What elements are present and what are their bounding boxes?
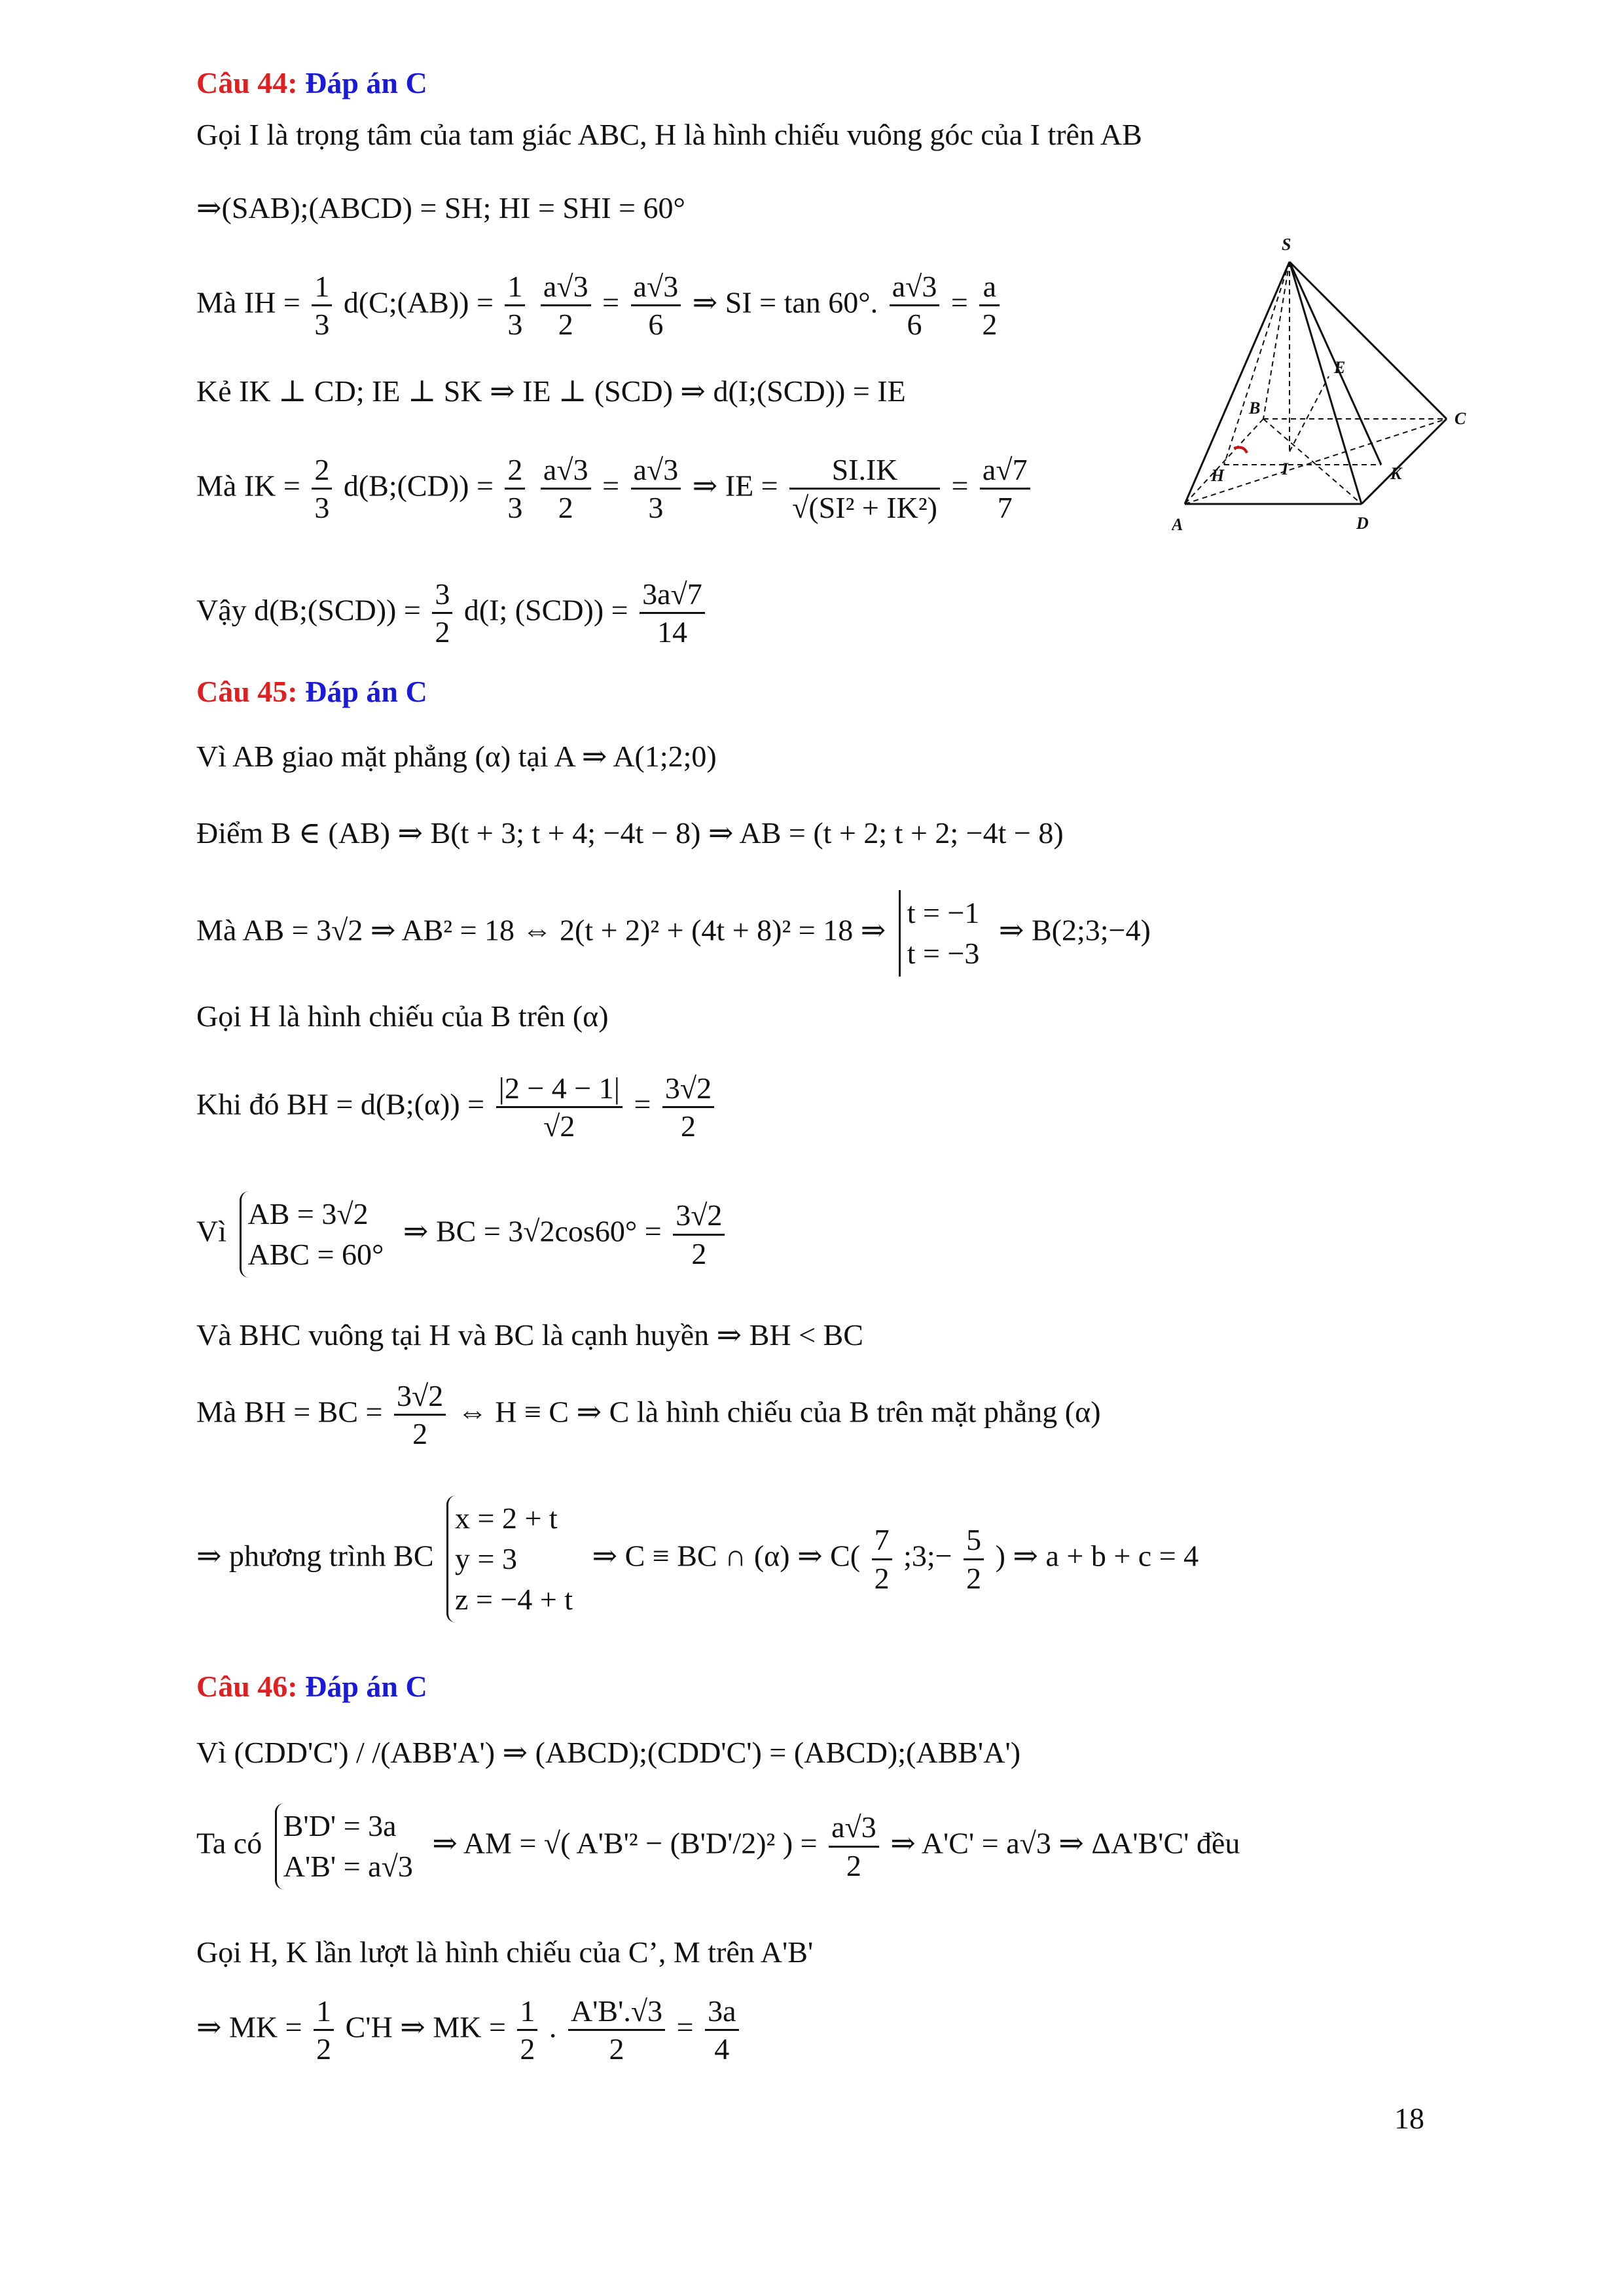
- q45-line-1: Vì AB giao mặt phẳng (α) tại A ⇒ A(1;2;0): [196, 740, 717, 773]
- q44-line-2: ⇒(SAB);(ABCD) = SH; HI = SHI = 60°: [196, 191, 685, 224]
- label-S: S: [1282, 235, 1291, 254]
- label-E: E: [1334, 358, 1346, 377]
- q46-line-1: Vì (CDD'C') / /(ABB'A') ⇒ (ABCD);(CDD'C') = (ABCD);(ABB'A'): [196, 1736, 1021, 1769]
- q46-line-3: Gọi H, K lần lượt là hình chiếu của C’, M trên A'B': [196, 1935, 814, 1969]
- q45-line-7: Và BHC vuông tại H và BC là cạnh huyền ⇒ BH < BC: [196, 1318, 863, 1352]
- question-45-heading: Câu 45: Đáp án C: [196, 675, 427, 708]
- question-46-heading: Câu 46: Đáp án C: [196, 1670, 427, 1703]
- q46-line-4: ⇒ MK = $\frac{1}{2}$ C'H ⇒ MK = $\frac{1}{2}$ . $\frac{A'B'.√3}{2}$ = $\frac{3a}{4}$: [196, 1993, 743, 2067]
- pyramid-figure: [1172, 223, 1486, 550]
- question-44-heading: Câu 44: Đáp án C: [196, 66, 427, 99]
- q45-line-9: ⇒ phương trình BC x = 2 + t y = 3 z = −4 + t ⇒ C ≡ BC ∩ (α) ⇒ C( $\frac{7}{2}$ ;3;− $\frac{5}{2}$ ) ⇒ a + b + c = 4: [196, 1496, 1199, 1623]
- label-H: H: [1211, 466, 1225, 485]
- q45-line-4: Gọi H là hình chiếu của B trên (α): [196, 999, 609, 1033]
- edge-SB: [1263, 262, 1290, 419]
- q45-line-3: Mà AB = 3√2 ⇒ AB² = 18 ⇔ 2(t + 2)² + (4t + 8)² = 18 ⇒ t = −1 t = −3 ⇒ B(2;3;−4): [196, 890, 1151, 977]
- edge-DC: [1362, 419, 1447, 504]
- q45-line-5: Khi đó BH = d(B;(α)) = $\frac{|2 - 4 - 1|}{√2}$ = $\frac{3√2}{2}$: [196, 1070, 718, 1144]
- edge-BD: [1263, 419, 1362, 504]
- label-I: I: [1282, 459, 1289, 478]
- label-B: B: [1249, 399, 1261, 418]
- label-D: D: [1356, 514, 1369, 533]
- label-C: C: [1454, 409, 1466, 428]
- angle-mark: [1234, 448, 1247, 453]
- q45-line-2: Điểm B ∈ (AB) ⇒ B(t + 3; t + 4; −4t − 8) ⇒ AB = (t + 2; t + 2; −4t − 8): [196, 816, 1064, 850]
- edge-SA: [1185, 262, 1290, 504]
- q46-line-2: Ta có B'D' = 3a A'B' = a√3 ⇒ AM = √( A'B'² − (B'D'/2)² ) = $\frac{a√3}{2}$ ⇒ A'C' = a√3 ⇒ ΔA'B'C' đều: [196, 1803, 1240, 1890]
- page-number: 18: [1394, 2102, 1424, 2135]
- q44-line-5: Mà IK = $\frac{2}{3}$ d(B;(CD)) = $\frac{2}{3}$ $\frac{a√3}{2}$ = $\frac{a√3}{3}$ ⇒ IE = $\frac{SI.IK}{\text{√(SI² + IK²)}}$ = $\frac{a√7}{7}$: [196, 452, 1034, 526]
- q45-line-8: Mà BH = BC = $\frac{3√2}{2}$ ⇔ H ≡ C ⇒ C là hình chiếu của B trên mặt phẳng (α): [196, 1378, 1101, 1452]
- q44-line-4: Kẻ IK ⊥ CD; IE ⊥ SK ⇒ IE ⊥ (SCD) ⇒ d(I;(SCD)) = IE: [196, 374, 906, 408]
- segment-IE: [1290, 376, 1329, 452]
- label-A: A: [1172, 515, 1183, 534]
- q44-line-6: Vậy d(B;(SCD)) = $\frac{3}{2}$ d(I; (SCD)) = $\frac{3a√7}{14}$: [196, 576, 709, 650]
- q44-line-3: Mà IH = $\frac{1}{3}$ d(C;(AB)) = $\frac{1}{3}$ $\frac{a√3}{2}$ = $\frac{a√3}{6}$ ⇒ SI = tan 60°. $\frac{a√3}{6}$ = $\frac{a}{2}$: [196, 268, 1003, 342]
- label-K: K: [1390, 464, 1402, 483]
- q44-line-1: Gọi I là trọng tâm của tam giác ABC, H là hình chiếu vuông góc của I trên AB: [196, 118, 1142, 151]
- segment-SH: [1224, 262, 1290, 465]
- q45-line-6: Vì AB = 3√2 ABC = 60° ⇒ BC = 3√2cos60° = $\frac{3√2}{2}$: [196, 1191, 729, 1278]
